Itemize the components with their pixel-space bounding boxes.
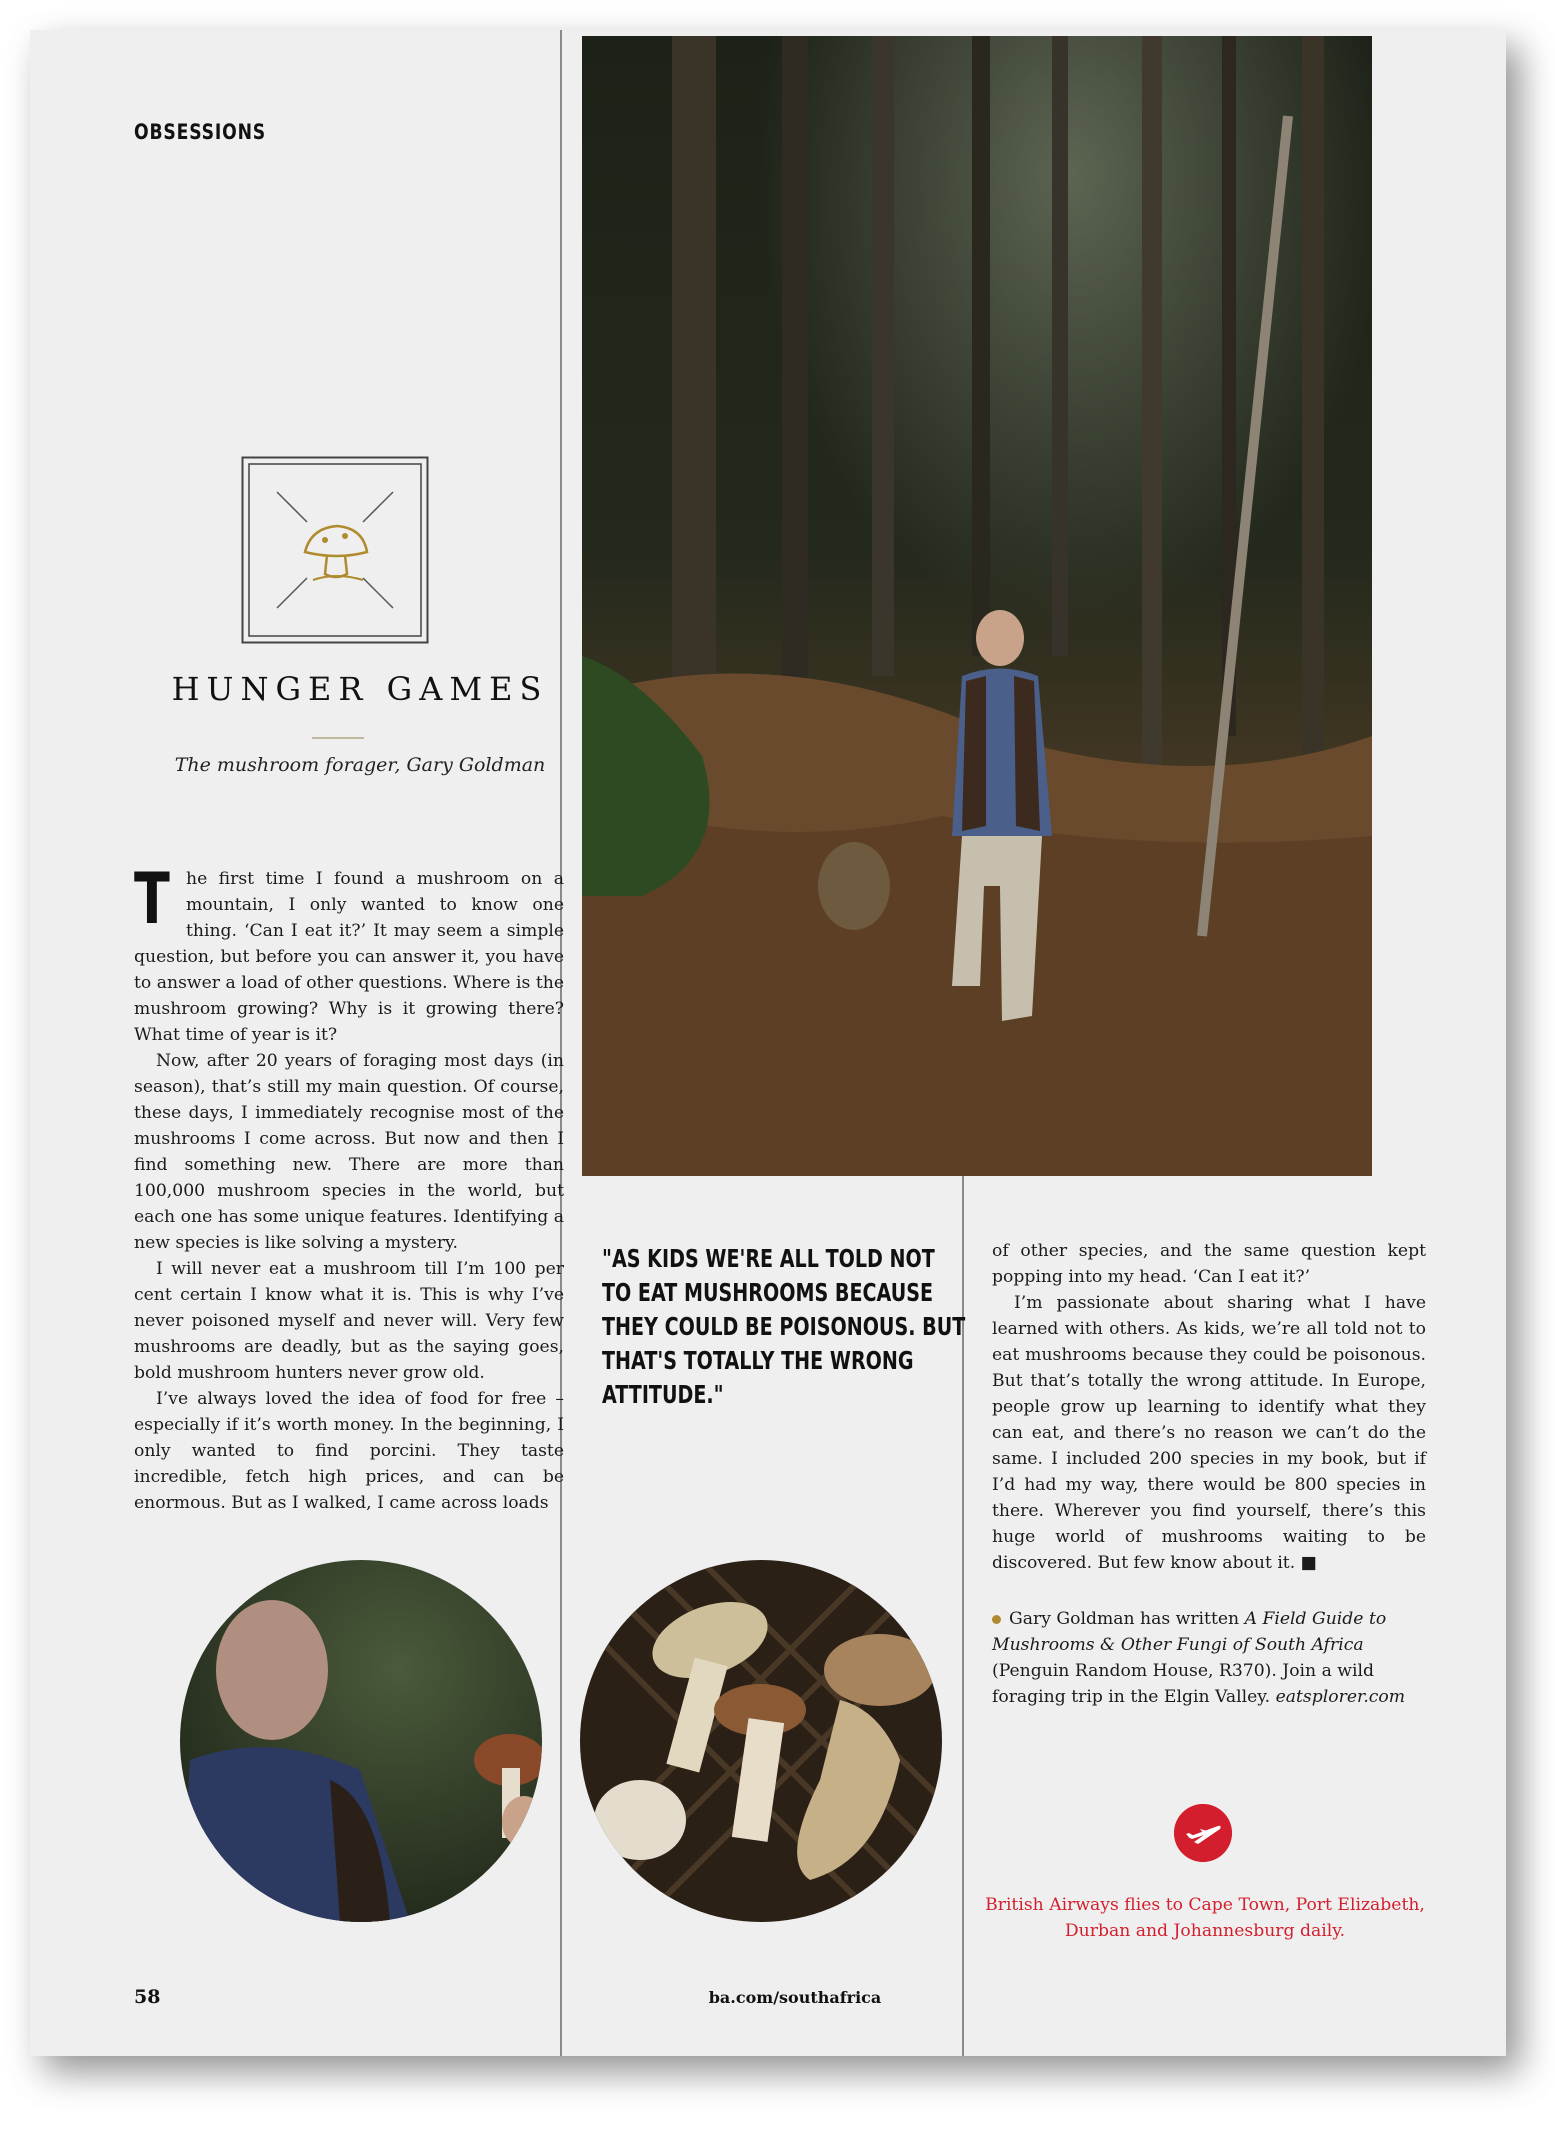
basket-of-porcini-photo: [580, 1560, 942, 1922]
paragraph: of other species, and the same question kept popping into my head. ‘Can I eat it?’: [992, 1241, 1426, 1287]
section-label: OBSESSIONS: [134, 120, 267, 144]
body-column-1: [134, 858, 564, 1516]
footer-url[interactable]: ba.com/southafrica: [708, 1988, 882, 2007]
paragraph: I will never eat a mushroom till I’m 100 per cent certain I know what it is. This is why I’ve never poisoned myself and never will. Very few mushrooms are deadly, but as the saying goes, bold mushroom hunters never grow old.: [134, 1259, 564, 1383]
book-title: A Field Guide to Mushrooms & Other Fungi of South Africa: [992, 1609, 1387, 1655]
airplane-icon: [1174, 1804, 1232, 1862]
pull-quote: "AS KIDS WE'RE ALL TOLD NOT TO EAT MUSHROOMS BECAUSE THEY COULD BE POISONOUS. BUT THAT'S TOTALLY THE WRONG ATTITUDE.": [602, 1244, 966, 1409]
drop-cap: T: [134, 858, 170, 940]
bullet-icon: [992, 1615, 1001, 1624]
forager-holding-mushroom-photo: [180, 1560, 542, 1922]
forager-forest-photo: [582, 36, 1372, 1176]
title-divider: [312, 737, 364, 739]
flight-note: British Airways flies to Cape Town, Port Elizabeth, Durban and Johannesburg daily.: [985, 1895, 1425, 1941]
page-number: 58: [134, 1986, 161, 2008]
article-subtitle: The mushroom forager, Gary Goldman: [174, 754, 546, 776]
mushroom-icon: [241, 456, 429, 644]
paragraph: he first time I found a mushroom on a mountain, I only wanted to know one thing. ‘Can I eat it?’ It may seem a simple question, but before you can answer it, you have to answer a load of other questions. Where is the mushroom growing? Why is it growing there? What time of year is it?: [134, 869, 564, 1045]
paragraph: I’m passionate about sharing what I have learned with others. As kids, we’re all told not to eat mushrooms because they could be poisonous. But that’s totally the wrong attitude. In Europe, people grow up learning to identify what they can eat, and there’s no reason we can’t do the same. I included 200 species in my book, but if I’d had my way, there would be 800 species in there. Wherever you find yourself, there’s this huge world of mushrooms waiting to be discovered. But few know about it. ■: [992, 1293, 1426, 1573]
magazine-page: [30, 30, 1506, 2056]
paragraph: I’ve always loved the idea of food for free – especially if it’s worth money. In the beginning, I only wanted to find porcini. They taste incredible, fetch high prices, and can be enormous. But as I walked, I came across loads: [134, 1389, 564, 1513]
article-title: HUNGER GAMES: [171, 670, 549, 708]
website-link[interactable]: eatsplorer.com: [1275, 1687, 1406, 1707]
book-credit: Gary Goldman has written A Field Guide to Mushrooms & Other Fungi of South Africa (Penguin Random House, R370). Join a wild foraging trip in the Elgin Valley. eatsplorer.com: [992, 1609, 1406, 1707]
body-column-3: [992, 1238, 1426, 1576]
paragraph: Now, after 20 years of foraging most days (in season), that’s still my main question. Of course, these days, I immediately recognise most of the mushrooms I come across. But now and then I find something new. There are more than 100,000 mushroom species in the world, but each one has some unique features. Identifying a new species is like solving a mystery.: [134, 1051, 564, 1253]
